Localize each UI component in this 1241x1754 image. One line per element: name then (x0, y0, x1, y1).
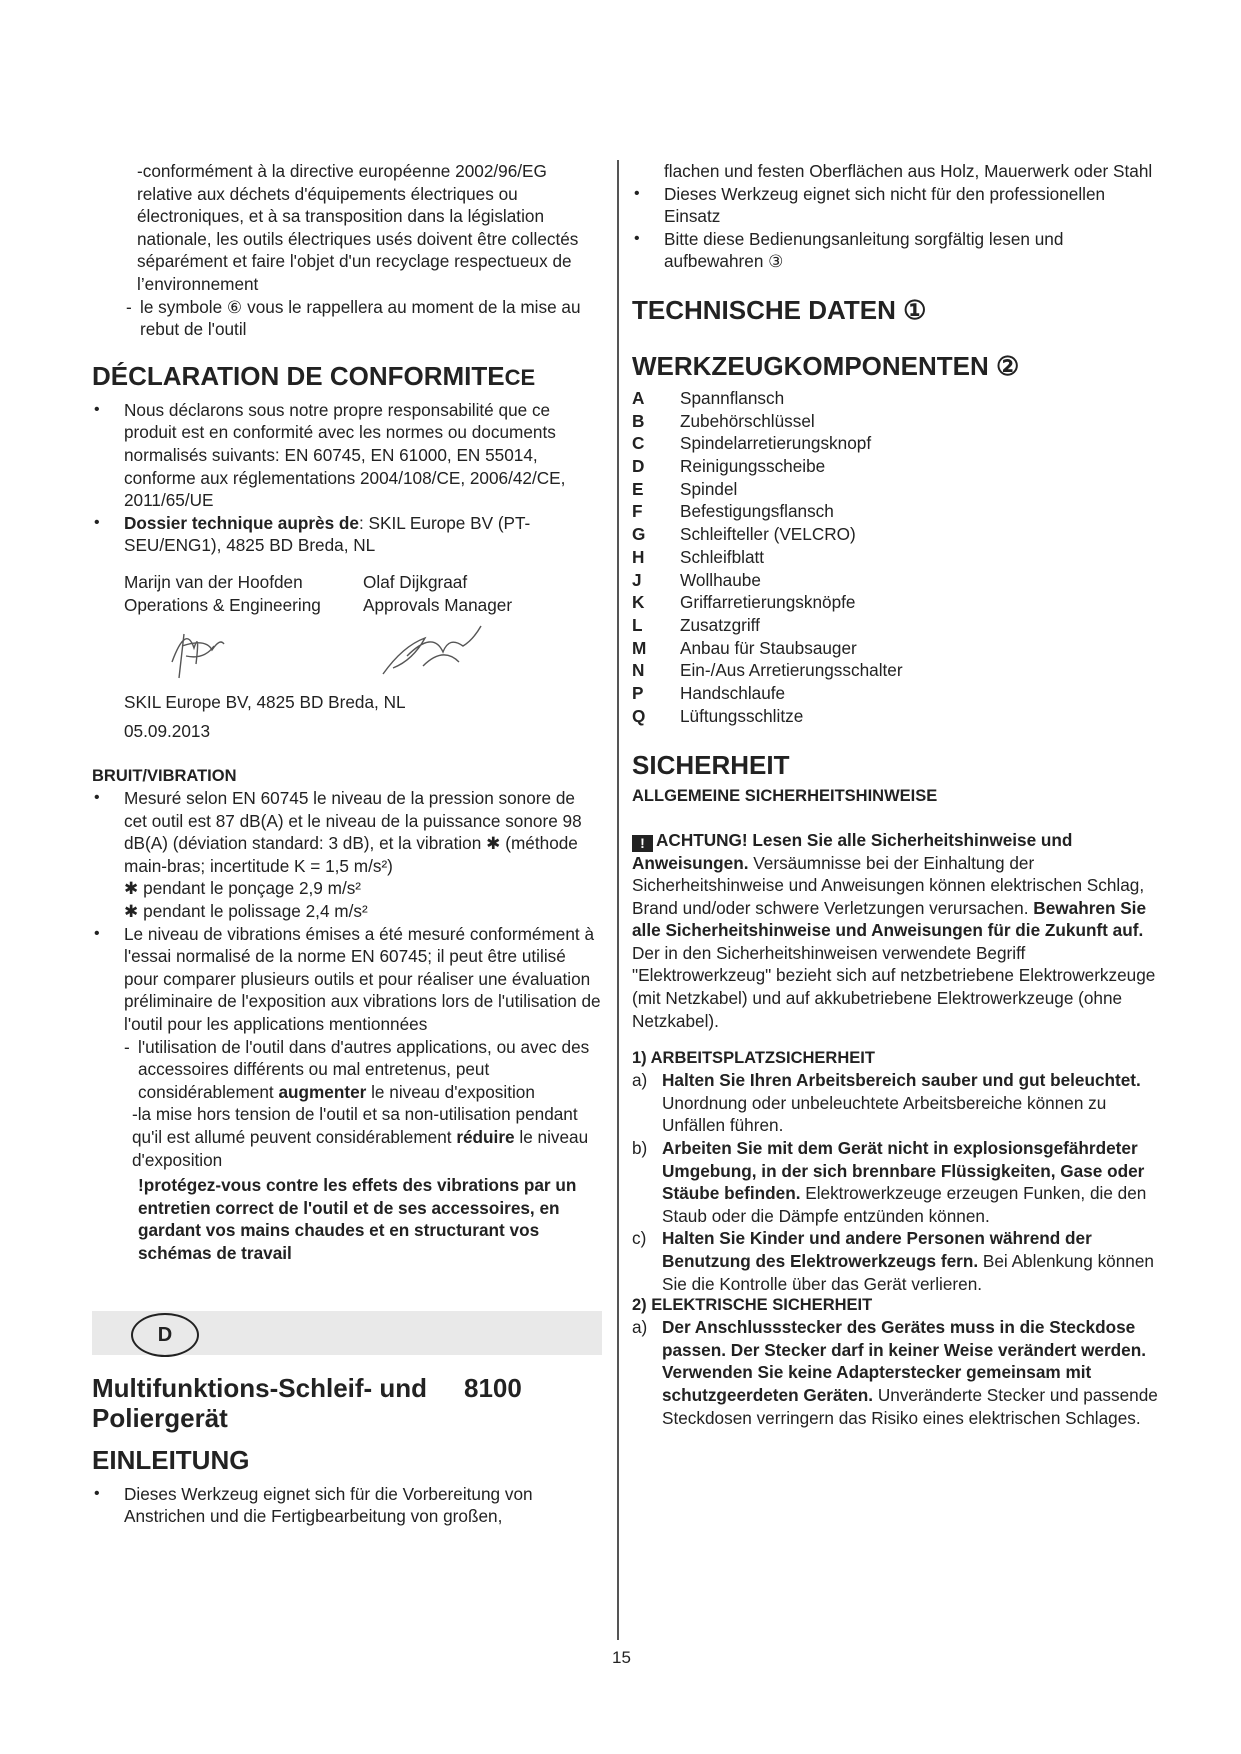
component-key: E (632, 478, 644, 499)
other-use-bold: augmenter (278, 1081, 367, 1102)
component-label: Schleifteller (VELCRO) (680, 524, 856, 545)
switch-off-text: -la mise hors tension de l'outil et sa non-utilisation pendant qu'il est allumé peuvent considérablement (132, 1104, 578, 1147)
warning-bold-1: ACHTUNG! Lesen Sie alle Sicherheitshinweise und Anweisungen. (632, 829, 1073, 873)
item-text: Unveränderte Stecker und passende Steckdosen verringern das Risiko eines elektrischen Schlages. (662, 1384, 1158, 1428)
component-label: Anbau für Staubsauger (680, 637, 857, 658)
component-label: Schleifblatt (680, 546, 765, 567)
intro-bullet-2: • Dieses Werkzeug eignet sich nicht für den professionellen Einsatz (632, 183, 1162, 228)
item-label: c) (632, 1228, 647, 1249)
component-label: Handschlaufe (680, 683, 786, 704)
language-code-badge: D (131, 1313, 199, 1357)
warning-triangle-icon: ! (632, 835, 653, 852)
components-list (632, 387, 1162, 728)
product-number: 8100 (464, 1372, 522, 1403)
component-item (632, 659, 1162, 682)
signature-2-icon (363, 616, 503, 682)
product-title: Multifunktions-Schleif- und Poliergerät (92, 1372, 428, 1433)
item-label: a) (632, 1317, 648, 1338)
component-label: Reinigungsscheibe (680, 456, 826, 477)
component-item (632, 432, 1162, 455)
sanding-vibration: ✱ pendant le ponçage 2,9 m/s² (124, 878, 362, 899)
component-key: F (632, 501, 643, 522)
components-heading: WERKZEUGKOMPONENTEN ② (632, 350, 1020, 381)
component-key: Q (632, 705, 646, 726)
work-area-item-c (632, 1227, 1162, 1295)
component-item (632, 569, 1162, 592)
company-address: SKIL Europe BV, 4825 BD Breda, NL (124, 692, 406, 713)
work-area-item-a (632, 1069, 1162, 1137)
component-item (632, 637, 1162, 660)
column-divider (617, 160, 619, 1640)
tech-data-heading: TECHNISCHE DATEN ① (632, 294, 927, 325)
component-label: Lüftungsschlitze (680, 705, 804, 726)
signer1-title: Operations & Engineering (124, 594, 321, 615)
component-key: L (632, 615, 643, 635)
conformity-heading-text: DÉCLARATION DE CONFORMITE (92, 360, 505, 391)
component-label: Spannflansch (680, 387, 785, 408)
component-item (632, 614, 1162, 637)
component-key: P (632, 683, 644, 704)
item-bold: Der Anschlussstecker des Gerätes muss in die Steckdose passen. Der Stecker darf in keiner Weise verändert werden. Verwenden Sie keine Adapterstecker gemeinsam mit schutzgeerdeten Geräten. (662, 1317, 1147, 1405)
conformity-statement: • Nous déclarons sous notre propre responsabilité que ce produit est en conformité avec les normes ou documents normalisés suivants: EN 60745, EN 61000, EN 55014, conforme aux réglementations 2004/108/CE, 2006/42/CE, 2011/65/UE (92, 399, 602, 512)
component-label: Zubehörschlüssel (680, 410, 815, 431)
protect-note: !protégez-vous contre les effets des vibrations par un entretien correct de l'outil et de ses accessoires, en gardant vos mains chaudes et en structurant vos schémas de travail (138, 1175, 577, 1263)
warning-paragraph (632, 829, 1162, 1033)
item-bold: Halten Sie Kinder und andere Personen während der Benutzung des Elektrowerkzeugs fern. (662, 1228, 1092, 1272)
conformity-heading (92, 361, 602, 393)
other-use-text-end: le niveau d'exposition (366, 1081, 535, 1102)
other-use-text: l'utilisation de l'outil dans d'autres applications, ou avec des accessoires différents ou mal entretenus, peut considérablement (138, 1036, 590, 1102)
item-bold: Arbeiten Sie mit dem Gerät nicht in explosionsgefährdeter Umgebung, in der sich brennbare Flüssigkeiten, Gase oder Stäube befinden. (662, 1138, 1145, 1204)
component-item (632, 682, 1162, 705)
noise-statement: • Mesuré selon EN 60745 le niveau de la pression sonore de cet outil est 87 dB(A) et le niveau de la puissance sonore 98 dB(A) (déviation standard: 3 dB), et la vibration ✱ (méthode main-bras; incertitude K = 1,5 m/s²) (92, 787, 602, 877)
polishing-vibration: ✱ pendant le polissage 2,4 m/s² (124, 901, 368, 922)
component-item (632, 591, 1162, 614)
item-text: Unordnung oder unbeleuchtete Arbeitsbereiche können zu Unfällen führen. (662, 1092, 1107, 1136)
component-item (632, 705, 1162, 728)
component-item (632, 478, 1162, 501)
item-bold: Halten Sie Ihren Arbeitsbereich sauber und gut beleuchtet. (662, 1070, 1141, 1091)
component-key: D (632, 456, 645, 477)
intro-bullet-1: • Dieses Werkzeug eignet sich für die Vorbereitung von Anstrichen und die Fertigbearbeitung von großen, (92, 1483, 602, 1528)
declaration-date: 05.09.2013 (124, 721, 211, 742)
item-label: a) (632, 1070, 648, 1091)
item-label: b) (632, 1138, 648, 1159)
item-text: Bei Ablenkung können Sie die Kontrolle über das Gerät verlieren. (662, 1251, 1154, 1294)
page-number: 15 (612, 1648, 631, 1667)
right-column (632, 160, 1162, 1429)
component-key: A (632, 387, 645, 408)
component-key: B (632, 410, 645, 431)
dossier-label: Dossier technique auprès de (124, 512, 359, 533)
component-item (632, 387, 1162, 410)
weee-paragraph: -conformément à la directive européenne 2002/96/EG relative aux déchets d'équipements électriques ou électroniques, et à sa transposition dans la législation nationale, les outils électriques usés doivent être collectés séparément et faire l'objet d'un recyclage respectueux de l’environnement (137, 161, 579, 294)
work-area-item-b (632, 1137, 1162, 1227)
component-key: H (632, 546, 645, 567)
intro-bullet-3: • Bitte diese Bedienungsanleitung sorgfältig lesen und aufbewahren ③ (632, 228, 1162, 273)
component-key: C (632, 433, 645, 454)
component-key: J (632, 569, 642, 590)
language-section-bar (92, 1311, 602, 1355)
component-label: Befestigungsflansch (680, 501, 834, 522)
signer1-name: Marijn van der Hoofden (124, 571, 303, 592)
component-key: N (632, 660, 645, 681)
electrical-item-a (632, 1316, 1162, 1429)
signatory-1 (124, 571, 363, 682)
switch-off-text-end: le niveau d'exposition (132, 1127, 589, 1170)
other-use-note (124, 1036, 602, 1104)
component-label: Wollhaube (680, 569, 761, 590)
product-title-block (92, 1373, 602, 1433)
warning-text-2: Der in den Sicherheitshinweisen verwendete Begriff "Elektrowerkzeug" bezieht sich auf netzbetriebene Elektrowerkzeuge (mit Netzkabel) und auf akkubetriebene Elektrowerkzeuge (ohne Netzkabel). (632, 942, 1156, 1031)
general-safety-heading: ALLGEMEINE SICHERHEITSHINWEISE (632, 786, 938, 805)
component-label: Ein-/Aus Arretierungsschalter (680, 660, 903, 681)
component-label: Spindelarretierungsknopf (680, 433, 872, 454)
switch-off-note (92, 1103, 602, 1171)
work-area-heading: 1) ARBEITSPLATZSICHERHEIT (632, 1049, 875, 1068)
component-key: G (632, 524, 646, 545)
component-label: Spindel (680, 478, 738, 499)
component-item (632, 546, 1162, 569)
signatories (92, 571, 602, 682)
warning-bold-2: Bewahren Sie alle Sicherheitshinweise und Anweisungen für die Zukunft auf. (632, 897, 1147, 941)
noise-heading: BRUIT/VIBRATION (92, 767, 237, 786)
vibration-statement: • Le niveau de vibrations émises a été mesuré conformément à l'essai normalisé de la norme EN 60745; il peut être utilisé pour comparer plusieurs outils et pour réaliser une évaluation préliminaire de l'exposition aux vibrations lors de l'utilisation de l'outil pour les applications mentionnées (92, 923, 602, 1036)
component-key: K (632, 592, 645, 613)
intro-continuation: flachen und festen Oberflächen aus Holz, Mauerwerk oder Stahl (664, 161, 1153, 181)
signature-1-icon (124, 616, 234, 682)
safety-heading: SICHERHEIT (632, 749, 790, 780)
component-item (632, 500, 1162, 523)
signatory-2 (363, 571, 602, 682)
switch-off-bold: réduire (456, 1127, 515, 1147)
dossier-text: : SKIL Europe BV (PT-SEU/ENG1), 4825 BD Breda, NL (124, 512, 531, 556)
component-key: M (632, 637, 647, 658)
electrical-heading: 2) ELEKTRISCHE SICHERHEIT (632, 1296, 873, 1315)
component-label: Griffarretierungsknöpfe (680, 592, 856, 613)
left-column (92, 160, 602, 1528)
component-item (632, 455, 1162, 478)
signer2-name: Olaf Dijkgraaf (363, 571, 468, 592)
weee-symbol-note: - le symbole ⑥ vous le rappellera au moment de la mise au rebut de l'outil (126, 296, 602, 341)
signer2-title: Approvals Manager (363, 594, 513, 615)
component-label: Zusatzgriff (680, 615, 760, 635)
item-text: Elektrowerkzeuge erzeugen Funken, die den Staub oder die Dämpfe entzünden können. (662, 1183, 1147, 1226)
ce-mark-icon: CE (504, 364, 536, 390)
component-item (632, 410, 1162, 433)
intro-heading: EINLEITUNG (92, 1444, 250, 1475)
warning-text-1: Versäumnisse bei der Einhaltung der Sicherheitshinweise und Anweisungen können elektrischen Schlag, Brand und/oder schwere Verletzungen verursachen. (632, 852, 1145, 918)
dossier-statement (92, 512, 602, 557)
component-item (632, 523, 1162, 546)
